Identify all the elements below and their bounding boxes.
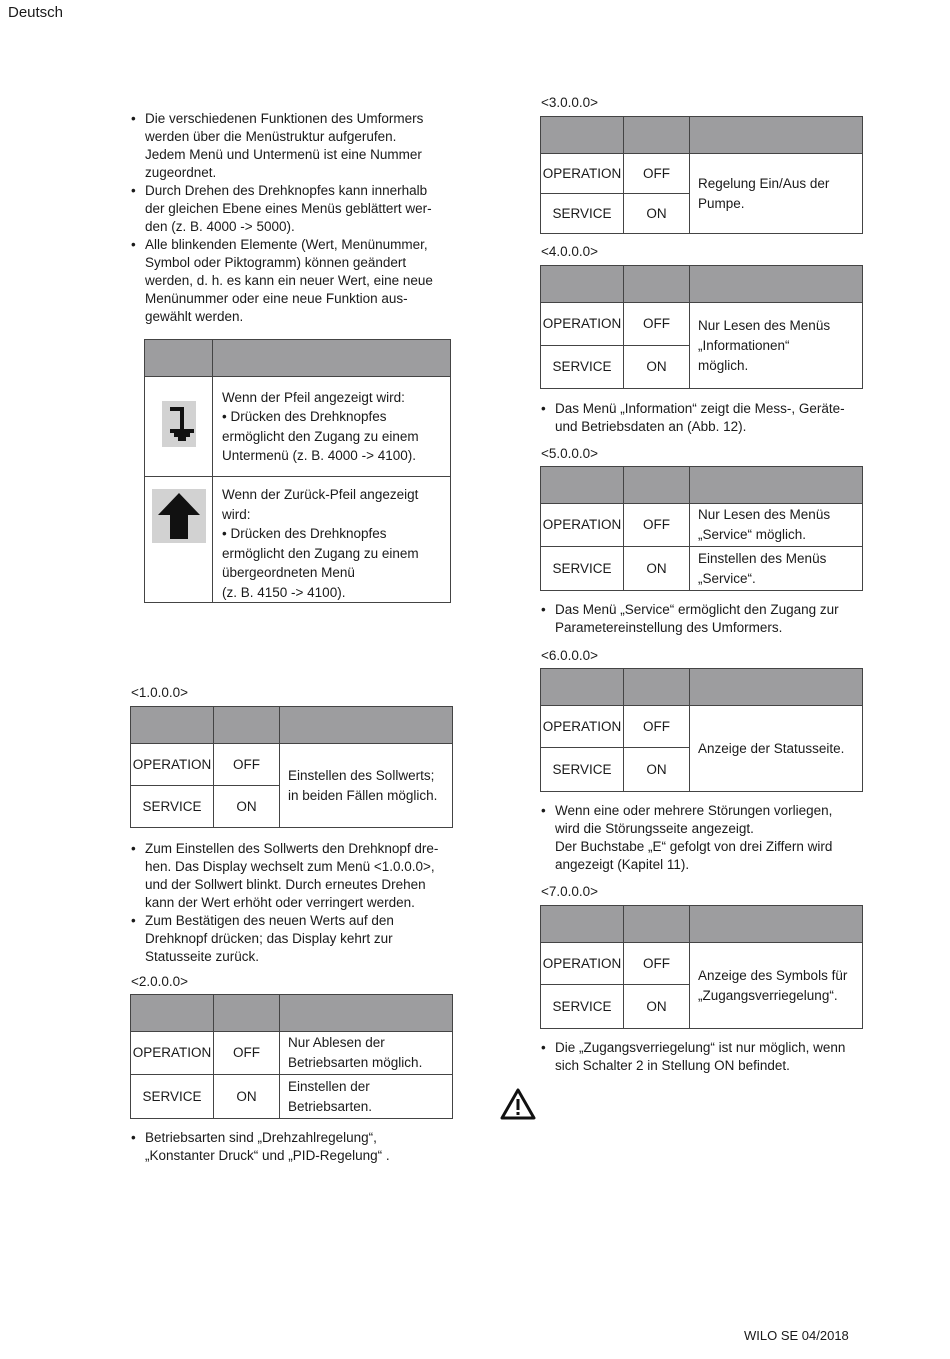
menu-5-table (540, 466, 863, 591)
menu-1-notes (131, 840, 461, 966)
language-label: Deutsch (8, 4, 64, 21)
legend-row: Wenn der Pfeil angezeigt wird: • Drücken des Drehknopfes ermöglicht den Zugang zu einem Untermenü (z. B. 4000 -> 4100). (145, 377, 451, 477)
menu-6-label: <6.0.0.0> (541, 648, 599, 663)
menu-4-table (540, 265, 863, 389)
intro-bullet: • Alle blinkenden Elemente (Wert, Menünummer, Symbol oder Piktogramm) können geändert werden, d. h. es kann ein neuer Wert, eine neue Menünummer oder eine neue Funktion aus- gewählt werden. (131, 236, 461, 326)
table-row: OPERATION OFF Einstellen des Sollwerts; in beiden Fällen möglich. (131, 744, 453, 786)
menu-5-label: <5.0.0.0> (541, 446, 599, 461)
list-item: • Das Menü „Information“ zeigt die Mess-, Geräte- und Betriebsdaten an (Abb. 12). (541, 400, 871, 436)
menu-7-notes (541, 1039, 871, 1075)
table-row: SERVICE ON Einstellen der Betriebsarten. (131, 1075, 453, 1119)
list-item: • Zum Einstellen des Sollwerts den Drehknopf dre- hen. Das Display wechselt zum Menü <1.0.0.0>, und der Sollwert blinkt. Durch erneutes Drehen kann der Wert erhöht oder verringert werden. (131, 840, 461, 912)
intro-bullet: • Die verschiedenen Funktionen des Umformers werden über die Menüstruktur aufgerufen. Jedem Menü und Untermenü ist eine Nummer zugeordnet. (131, 110, 461, 182)
table-row: SERVICE ON Einstellen des Menüs „Service“. (541, 547, 863, 591)
table-row: SERVICE ON (541, 748, 863, 792)
menu-1-table (130, 706, 453, 828)
table-row: SERVICE ON (541, 194, 863, 234)
table-row: OPERATION OFF Nur Lesen des Menüs „Informationen“ möglich. (541, 303, 863, 346)
menu-6-notes (541, 802, 871, 874)
table-row: OPERATION OFF Anzeige des Symbols für „Zugangsverriegelung“. (541, 943, 863, 985)
warning-triangle-icon (500, 1088, 536, 1120)
menu-3-label: <3.0.0.0> (541, 95, 599, 110)
icon-legend-table (144, 339, 451, 603)
menu-3-table (540, 116, 863, 234)
legend-header-row (145, 340, 451, 377)
menu-1-label: <1.0.0.0> (131, 685, 189, 700)
list-item: • Betriebsarten sind „Drehzahlregelung“, „Konstanter Druck“ und „PID-Regelung“ . (131, 1129, 461, 1165)
menu-4-label: <4.0.0.0> (541, 244, 599, 259)
table-row: SERVICE ON (541, 985, 863, 1029)
table-row: SERVICE ON (131, 786, 453, 828)
table-row: OPERATION OFF Nur Ablesen der Betriebsarten möglich. (131, 1032, 453, 1075)
list-item: • Zum Bestätigen des neuen Werts auf den Drehknopf drücken; das Display kehrt zur Statusseite zurück. (131, 912, 461, 966)
table-row: OPERATION OFF Anzeige der Statusseite. (541, 706, 863, 748)
menu-6-table (540, 668, 863, 792)
submenu-arrow-icon (162, 401, 196, 447)
menu-4-notes (541, 400, 871, 436)
table-row: SERVICE ON (541, 346, 863, 389)
menu-2-notes (131, 1129, 461, 1165)
intro-bullet-list (131, 110, 461, 326)
list-item: • Wenn eine oder mehrere Störungen vorliegen, wird die Störungsseite angezeigt. Der Buchstabe „E“ gefolgt von drei Ziffern wird angezeigt (Kapitel 11). (541, 802, 871, 874)
list-item: • Die „Zugangsverriegelung“ ist nur möglich, wenn sich Schalter 2 in Stellung ON befindet. (541, 1039, 871, 1075)
legend-row: Wenn der Zurück-Pfeil angezeigt wird: • Drücken des Drehknopfes ermöglicht den Zugang zu einem übergeordneten Menü (z. B. 4150 -> 4100). (145, 477, 451, 603)
list-item: • Das Menü „Service“ ermöglicht den Zugang zur Parametereinstellung des Umformers. (541, 601, 871, 637)
menu-7-label: <7.0.0.0> (541, 884, 599, 899)
table-row: OPERATION OFF Regelung Ein/Aus der Pumpe. (541, 154, 863, 194)
menu-2-table (130, 994, 453, 1119)
back-arrow-icon (152, 489, 206, 543)
intro-bullet: • Durch Drehen des Drehknopfes kann innerhalb der gleichen Ebene eines Menüs geblättert wer- den (z. B. 4000 -> 5000). (131, 182, 461, 236)
menu-2-label: <2.0.0.0> (131, 974, 189, 989)
table-row: OPERATION OFF Nur Lesen des Menüs „Service“ möglich. (541, 504, 863, 547)
menu-5-notes (541, 601, 871, 637)
footer-text: WILO SE 04/2018 (744, 1328, 849, 1343)
menu-7-table (540, 905, 863, 1029)
